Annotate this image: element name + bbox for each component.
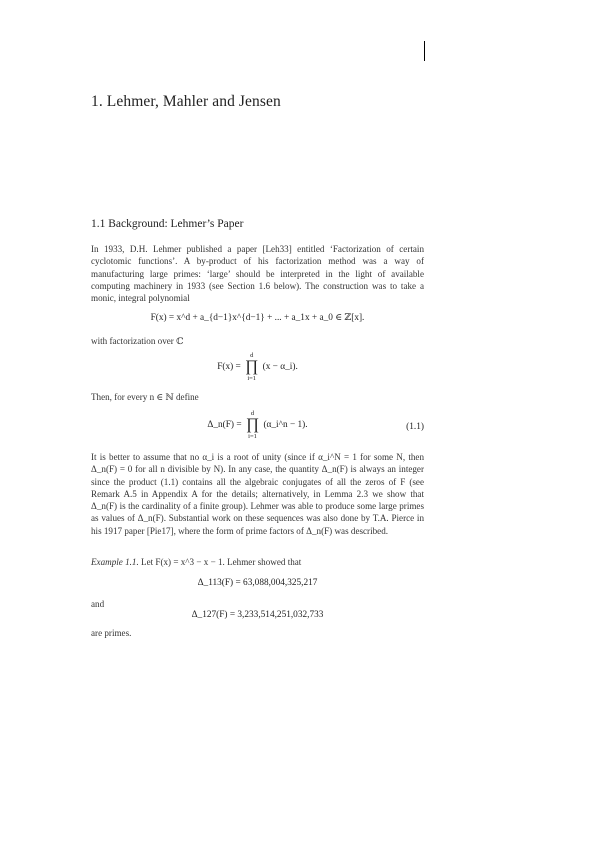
section-title: 1.1 Background: Lehmer’s Paper (91, 218, 244, 230)
equation-polynomial-text: F(x) = x^d + a_{d−1}x^{d−1} + ... + a_1x + a_0 ∈ ℤ[x]. (150, 313, 365, 323)
paragraph-intro: In 1933, D.H. Lehmer published a paper [Leh33] entitled ‘Factorization of certain cyclotomic functions’. A by-product of his factorization method was a way of manufacturing large primes: ‘large’ should be interpreted in the light of available computing machinery in 1933 (see Section 1.6 below). The construction was to take a monic, integral polynomial (91, 244, 424, 304)
equation-delta-lhs: Δ_n(F) = (207, 420, 242, 431)
equation-delta (91, 410, 424, 440)
equation-example-2 (91, 610, 424, 620)
product-operator: d ∏ i=1 (245, 352, 259, 382)
equation-number: (1.1) (406, 422, 424, 432)
paragraph-discussion: It is better to assume that no α_i is a root of unity (since if α_i^N = 1 for some N, then Δ_n(F) = 0 for all n divisible by N). In any case, the quantity Δ_n(F) is always an integer since the product (1.1) contains all the algebraic conjugates of all the zeros of F (see Remark A.5 in Appendix A for the details; alternatively, in Lemma 2.3 we show that Δ_n(F) is the cardinality of a finite group). Lehmer was able to produce some large primes as values of Δ_n(F). Substantial work on these sequences was also done by T.A. Pierce in his 1917 paper [Pie17], where the form of prime factors of Δ_n(F) was described. (91, 452, 424, 536)
paragraph-primes: are primes. (91, 628, 132, 638)
chapter-title: 1. Lehmer, Mahler and Jensen (91, 93, 281, 110)
paragraph-define: Then, for every n ∈ ℕ define (91, 392, 199, 402)
example-paragraph (91, 556, 424, 568)
equation-example-1 (91, 578, 424, 588)
paragraph-factorization: with factorization over ℂ (91, 336, 184, 346)
example-text: Let F(x) = x^3 − x − 1. Lehmer showed that (141, 557, 302, 567)
equation-factorization-rhs: (x − α_i). (262, 362, 298, 373)
example-label: Example 1.1. (91, 557, 139, 567)
equation-delta-rhs: (α_i^n − 1). (263, 420, 308, 431)
product-operator: d ∏ i=1 (245, 410, 260, 440)
equation-factorization-lhs: F(x) = (217, 362, 241, 373)
equation-example-1-text: Δ_113(F) = 63,088,004,325,217 (197, 578, 318, 588)
paragraph-and: and (91, 599, 105, 609)
equation-example-2-text: Δ_127(F) = 3,233,514,251,032,733 (191, 610, 324, 620)
page-corner-mark (424, 41, 425, 61)
equation-factorization (91, 352, 424, 382)
equation-polynomial (91, 312, 424, 323)
